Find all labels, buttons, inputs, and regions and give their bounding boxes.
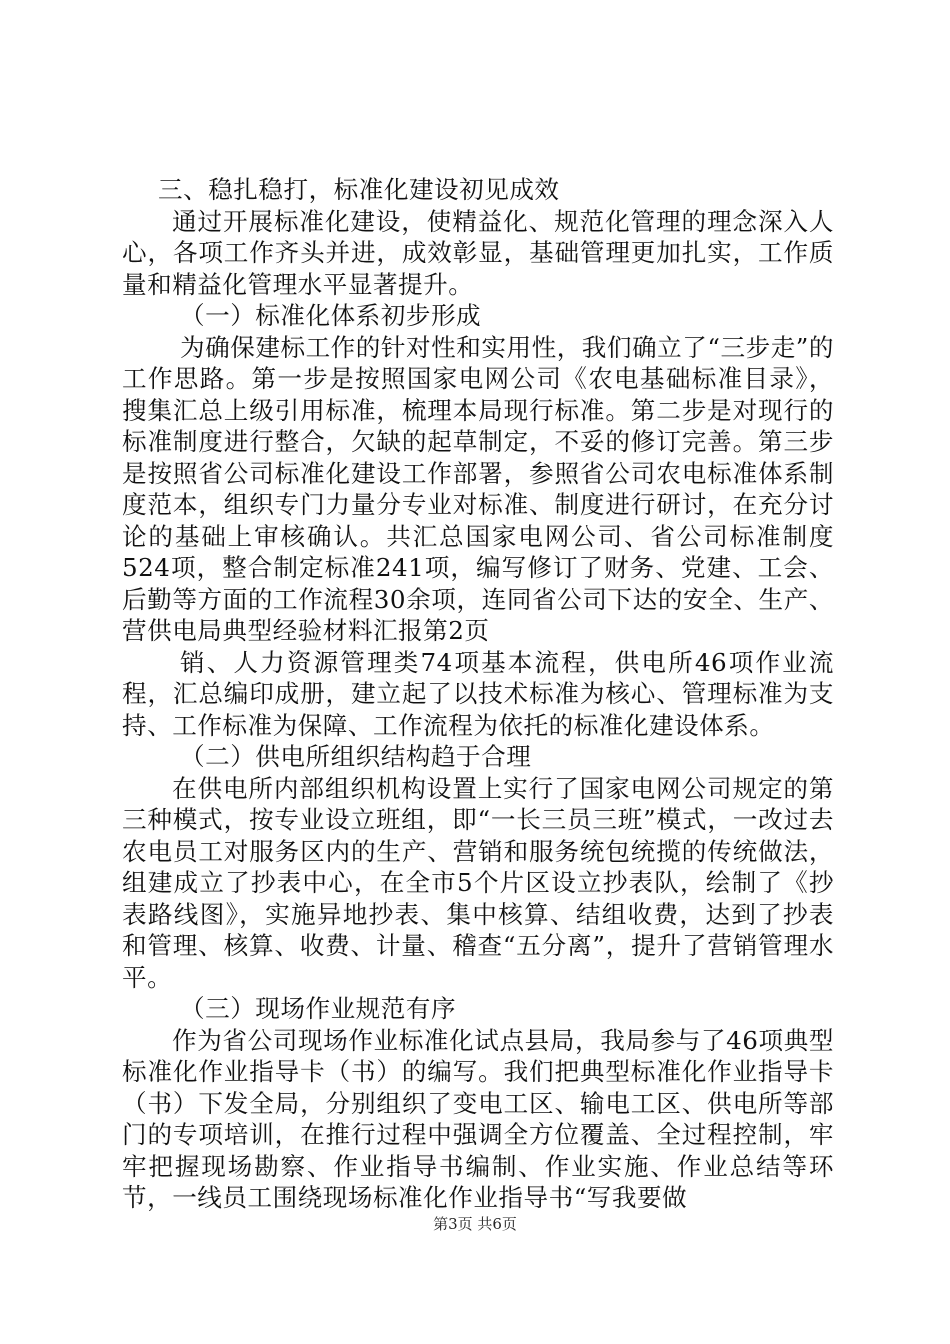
intro-paragraph: 通过开展标准化建设，使精益化、规范化管理的理念深入人心，各项工作齐头并进，成效彰显，基础管理更加扎实，工作质量和精益化管理水平显著提升。 <box>122 206 834 299</box>
paragraph-2: 在供电所内部组织机构设置上实行了国家电网公司规定的第三种模式，按专业设立班组，即“一长三员三班”模式，一改过去农电员工对服务区内的生产、营销和服务统包统揽的传统做法，组建成立了抄表中心，在全市5个片区设立抄表队，绘制了《抄表路线图》，实施异地抄表、集中核算、结组收费，达到了抄表和管理、核算、收费、计量、稽查“五分离”，提升了营销管理水平。 <box>122 773 834 992</box>
subsection-heading-1: （一）标准化体系初步形成 <box>180 301 482 330</box>
subsection-heading-2: （二）供电所组织结构趋于合理 <box>180 742 532 771</box>
document-body <box>122 174 834 1214</box>
page-footer: 第3页 共6页 <box>433 1215 517 1233</box>
subsection-heading-3: （三）现场作业规范有序 <box>180 994 457 1023</box>
paragraph-1a: 为确保建标工作的针对性和实用性，我们确立了“三步走”的工作思路。第一步是按照国家电网公司《农电基础标准目录》，搜集汇总上级引用标准，梳理本局现行标准。第二步是对现行的标准制度进行整合，欠缺的起草制定，不妥的修订完善。第三步是按照省公司标准化建设工作部署，参照省公司农电标准体系制度范本，组织专门力量分专业对标准、制度进行研讨，在充分讨论的基础上审核确认。共汇总国家电网公司、省公司标准制度524项，整合制定标准241项，编写修订了财务、党建、工会、后勤等方面的工作流程30余项，连同省公司下达的安全、生产、营供电局典型经验材料汇报第2页 <box>122 332 834 645</box>
paragraph-1b: 销、人力资源管理类74项基本流程，供电所46项作业流程，汇总编印成册，建立起了以技术标准为核心、管理标准为支持、工作标准为保障、工作流程为依托的标准化建设体系。 <box>122 647 834 740</box>
section-heading: 三、稳扎稳打，标准化建设初见成效 <box>158 175 560 204</box>
paragraph-3: 作为省公司现场作业标准化试点县局，我局参与了46项典型标准化作业指导卡（书）的编写。我们把典型标准化作业指导卡（书）下发全局，分别组织了变电工区、输电工区、供电所等部门的专项培训，在推行过程中强调全方位覆盖、全过程控制，牢牢把握现场勘察、作业指导书编制、作业实施、作业总结等环节，一线员工围绕现场标准化作业指导书“写我要做 <box>122 1025 834 1212</box>
